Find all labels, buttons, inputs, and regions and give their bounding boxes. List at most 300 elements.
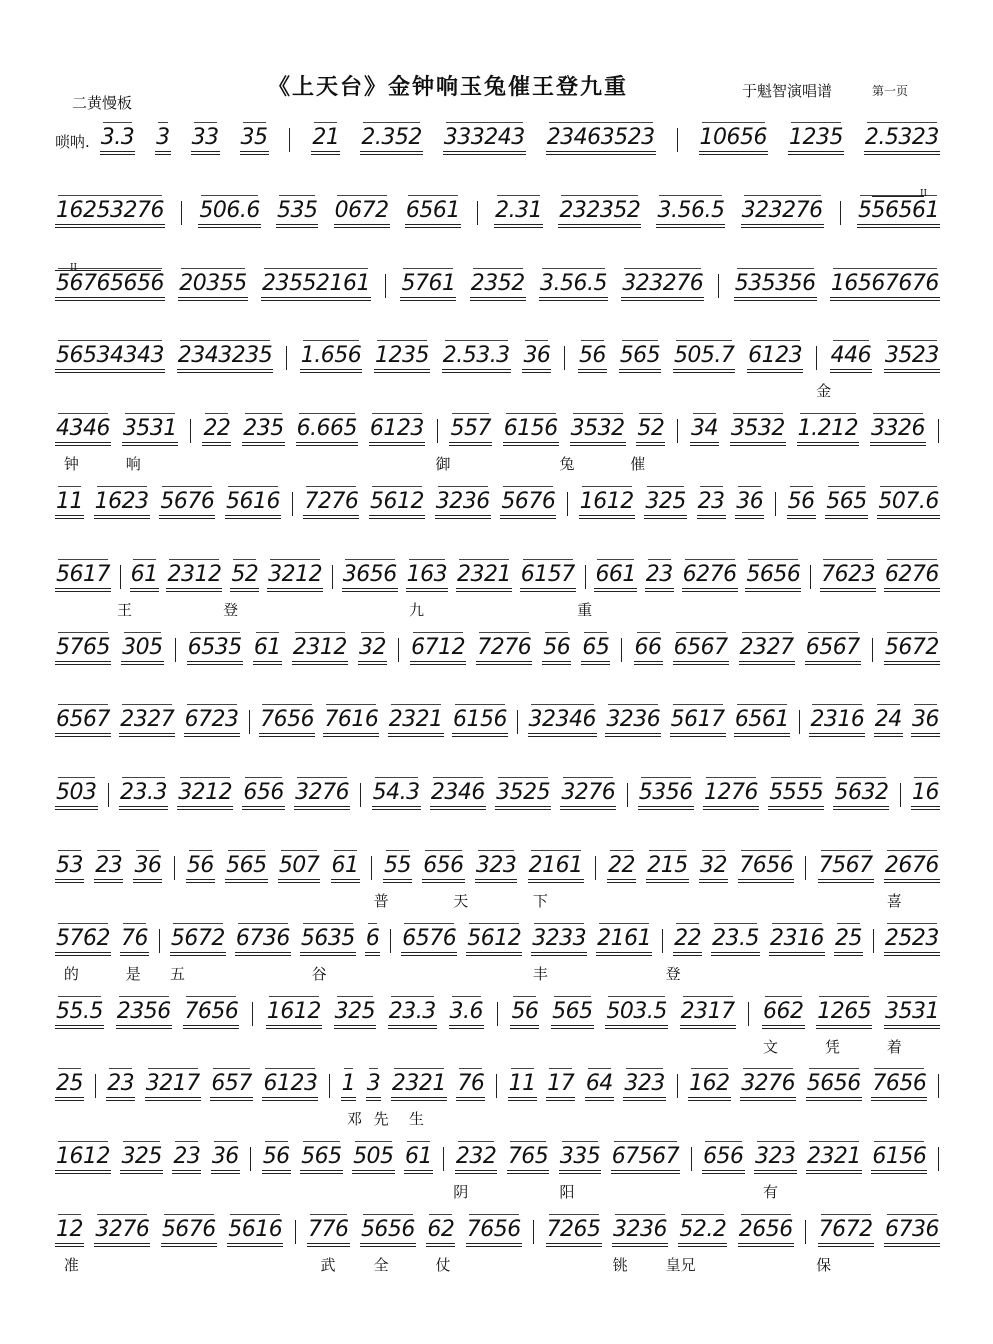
barline bbox=[175, 638, 176, 662]
note-group: 6156 bbox=[872, 1144, 927, 1170]
barline bbox=[799, 710, 800, 734]
score-line bbox=[55, 1214, 940, 1274]
note-group: 2523 bbox=[884, 925, 939, 951]
note-group: 505 bbox=[353, 1144, 394, 1170]
barline bbox=[564, 346, 565, 370]
note-group: 76 bbox=[120, 925, 148, 951]
note-group: 3276 bbox=[741, 1071, 796, 1097]
note-group: 0672 bbox=[334, 197, 389, 223]
note-group: 7656 bbox=[184, 998, 239, 1024]
note-group: 2316 bbox=[810, 707, 865, 733]
note-group: 2321 bbox=[391, 1071, 446, 1097]
note-group: 23463523 bbox=[546, 125, 655, 150]
note-group: 56 bbox=[186, 853, 214, 878]
page-number: 第一页 bbox=[872, 84, 909, 98]
intro-text: 唢呐. bbox=[55, 133, 90, 151]
note-group: 446 bbox=[830, 343, 872, 369]
note-group: 21 bbox=[312, 125, 340, 150]
barline bbox=[900, 783, 901, 807]
notes-line bbox=[55, 1068, 940, 1098]
lyric-char: 文 bbox=[763, 1037, 779, 1056]
note-group: 535 bbox=[276, 197, 318, 223]
barline bbox=[938, 1147, 939, 1171]
note-group: 1623 bbox=[94, 489, 149, 514]
note-group: 3276 bbox=[95, 1217, 150, 1242]
lyric-char: 有 bbox=[763, 1183, 779, 1202]
note-group: 23 bbox=[697, 489, 725, 514]
note-group: 16 bbox=[911, 780, 939, 806]
lyric-char: 的 bbox=[63, 964, 79, 983]
note-group: 7276 bbox=[477, 634, 532, 660]
barline bbox=[810, 565, 811, 589]
notes-line bbox=[55, 486, 940, 516]
note-group: 3233 bbox=[532, 925, 587, 951]
note-group: 3.56.5 bbox=[657, 197, 725, 223]
barline bbox=[437, 419, 438, 443]
note-group: 2.31 bbox=[495, 197, 543, 223]
note-group: 61 bbox=[130, 561, 158, 587]
barline bbox=[585, 565, 586, 589]
note-group: 5676 bbox=[501, 489, 556, 514]
note-group: 5765 bbox=[56, 634, 110, 660]
note-group: 3276 bbox=[295, 780, 350, 806]
note-group: 7276 bbox=[304, 489, 359, 514]
note-group: 5761 bbox=[401, 270, 456, 296]
note-group: 1 bbox=[341, 1071, 356, 1097]
lyrics-line bbox=[55, 526, 940, 546]
notes-line bbox=[55, 704, 940, 734]
lyric-char: 谷 bbox=[311, 964, 327, 983]
note-group: 5632 bbox=[834, 780, 889, 806]
lyric-char: 御 bbox=[435, 455, 451, 474]
lyric-char: 普 bbox=[373, 892, 389, 910]
barline bbox=[181, 201, 182, 225]
lyric-char: 是 bbox=[125, 964, 141, 983]
note-group: 3236 bbox=[612, 1217, 667, 1242]
note-group: 1235 bbox=[788, 125, 843, 150]
performer-credit: 于魁智演唱谱 bbox=[742, 82, 833, 100]
lyric-char: 生 bbox=[409, 1110, 425, 1129]
note-group: 6561 bbox=[734, 707, 789, 733]
lyric-char: 登 bbox=[223, 600, 239, 619]
note-group: 2346 bbox=[430, 780, 485, 806]
note-group: 325 bbox=[121, 1144, 162, 1170]
lyric-char: 重 bbox=[577, 600, 593, 619]
note-group: 36 bbox=[736, 489, 764, 514]
note-group: 56534343 bbox=[56, 343, 164, 369]
note-group: 2161 bbox=[528, 853, 583, 878]
score-line bbox=[55, 340, 940, 400]
note-group: 162 bbox=[689, 1071, 730, 1097]
note-group: 62 bbox=[427, 1217, 455, 1242]
note-group: 335 bbox=[559, 1144, 601, 1170]
note-group: 215 bbox=[647, 853, 688, 878]
note-group: 6736 bbox=[235, 925, 290, 951]
notes-line bbox=[55, 850, 940, 880]
lyrics-line bbox=[55, 1254, 940, 1274]
barline bbox=[292, 492, 293, 516]
barline bbox=[496, 1074, 497, 1098]
lyric-char: 金 bbox=[816, 382, 832, 401]
note-group: 535356 bbox=[734, 270, 816, 296]
lyric-char: 先 bbox=[373, 1110, 389, 1129]
score-line bbox=[55, 413, 940, 473]
note-group: 503.5 bbox=[606, 998, 667, 1024]
note-group: 3656 bbox=[342, 561, 397, 587]
barline bbox=[497, 1002, 498, 1026]
barline bbox=[677, 419, 678, 443]
note-group: 6561 bbox=[405, 197, 460, 223]
note-group: 52.2 bbox=[679, 1217, 727, 1242]
note-group: 6567 bbox=[805, 634, 860, 660]
lyrics-line bbox=[55, 817, 940, 837]
barline bbox=[533, 1220, 534, 1244]
lyrics-line bbox=[55, 453, 940, 473]
lyric-char: 皇兄 bbox=[665, 1256, 696, 1274]
note-group: 323276 bbox=[622, 270, 704, 296]
note-group: 25 bbox=[834, 925, 862, 951]
barline bbox=[174, 856, 175, 880]
note-group: 5656 bbox=[360, 1217, 415, 1242]
barline bbox=[108, 783, 109, 807]
score-line bbox=[55, 1141, 940, 1201]
barline bbox=[627, 783, 628, 807]
note-group: 3.56.5 bbox=[539, 270, 607, 296]
note-group: 235 bbox=[243, 416, 284, 442]
lyrics-line bbox=[55, 308, 940, 328]
note-group: 1265 bbox=[817, 998, 872, 1024]
score-line bbox=[55, 704, 940, 764]
note-group: 6276 bbox=[682, 561, 737, 587]
lyric-char: 钟 bbox=[63, 455, 79, 474]
note-group: 232352 bbox=[559, 197, 641, 223]
note-group: 232 bbox=[455, 1144, 497, 1170]
lyric-char: 武 bbox=[320, 1256, 336, 1274]
note-group: 56 bbox=[787, 489, 815, 514]
notes-line bbox=[55, 413, 940, 443]
note-group: 565 bbox=[301, 1144, 342, 1170]
note-group: 506.6 bbox=[199, 197, 260, 223]
lyric-char: 王 bbox=[116, 600, 132, 619]
note-group: 556561 bbox=[857, 197, 939, 223]
note-group: 6156 bbox=[452, 707, 507, 733]
note-group: 6123 bbox=[369, 416, 424, 442]
note-group: 565 bbox=[619, 343, 661, 369]
score-line bbox=[55, 486, 940, 546]
note-group: 36 bbox=[211, 1144, 239, 1170]
lyric-char: 准 bbox=[63, 1256, 79, 1274]
barline bbox=[190, 419, 191, 443]
barline bbox=[289, 128, 290, 152]
score-line bbox=[55, 268, 940, 328]
note-group: 67567 bbox=[611, 1144, 680, 1170]
note-group: 56 bbox=[262, 1144, 290, 1170]
note-group: 3 bbox=[156, 125, 170, 150]
note-group: 507 bbox=[278, 853, 320, 878]
note-group: 35 bbox=[240, 125, 268, 150]
barline bbox=[805, 856, 806, 880]
note-group: 7656 bbox=[739, 853, 794, 878]
barline bbox=[677, 1074, 678, 1098]
note-group: 323 bbox=[755, 1144, 796, 1170]
lyric-char: 丰 bbox=[532, 964, 548, 983]
lyric-char: 登 bbox=[665, 964, 681, 983]
note-group: 6567 bbox=[56, 707, 110, 733]
note-group: 3.3 bbox=[100, 125, 135, 150]
note-group: 1235 bbox=[374, 343, 429, 369]
note-group: 7265 bbox=[546, 1217, 601, 1242]
note-group: 16567676 bbox=[830, 270, 939, 296]
note-group: 3212 bbox=[178, 780, 233, 806]
note-group: 3532 bbox=[730, 416, 785, 442]
note-group: 163 bbox=[406, 561, 448, 587]
notes-line bbox=[55, 632, 940, 662]
notes-line bbox=[55, 268, 940, 298]
barline bbox=[398, 638, 399, 662]
note-group: 3276 bbox=[561, 780, 616, 806]
note-group: 23 bbox=[95, 853, 123, 878]
notes-line bbox=[55, 923, 940, 953]
note-group: 2.53.3 bbox=[442, 343, 510, 369]
note-group: 6535 bbox=[187, 634, 242, 660]
lyrics-line bbox=[55, 963, 940, 983]
tempo-marking: 二黄慢板 bbox=[72, 94, 133, 112]
note-group: 25 bbox=[56, 1071, 83, 1097]
lyric-char: 天 bbox=[453, 892, 469, 910]
lyric-char: 五 bbox=[170, 964, 186, 983]
note-group: 23.5 bbox=[712, 925, 760, 951]
note-group: 66 bbox=[634, 634, 662, 660]
note-group: 32 bbox=[700, 853, 727, 878]
note-group: 76 bbox=[457, 1071, 485, 1097]
note-group: 36 bbox=[523, 343, 551, 369]
score-line bbox=[55, 122, 940, 182]
note-group: 6 bbox=[365, 925, 380, 951]
note-group: 662 bbox=[763, 998, 804, 1024]
lyric-char: 兔 bbox=[559, 455, 575, 474]
note-group: 3532 bbox=[570, 416, 625, 442]
note-group: 565 bbox=[226, 853, 267, 878]
note-group: 2321 bbox=[388, 707, 443, 733]
note-group: 1.212 bbox=[797, 416, 859, 442]
note-group: 17 bbox=[547, 1071, 575, 1097]
note-group: 2352 bbox=[470, 270, 525, 296]
notes-line bbox=[55, 1141, 940, 1171]
note-group: 2656 bbox=[738, 1217, 793, 1242]
note-group: 6157 bbox=[520, 561, 575, 587]
note-group: 6736 bbox=[884, 1217, 939, 1242]
note-group: 325 bbox=[334, 998, 376, 1024]
barline bbox=[295, 1220, 296, 1244]
barline bbox=[159, 929, 160, 953]
note-group: 3.6 bbox=[449, 998, 483, 1024]
note-group: 6123 bbox=[748, 343, 803, 369]
note-group: 3525 bbox=[496, 780, 551, 806]
note-group: 36 bbox=[134, 853, 162, 878]
note-group: 2343235 bbox=[177, 343, 273, 369]
note-group: 7656 bbox=[260, 707, 315, 733]
lyric-char: 阳 bbox=[559, 1183, 575, 1202]
note-group: 5676 bbox=[160, 489, 215, 514]
note-group: 55 bbox=[383, 853, 411, 878]
note-group: 65 bbox=[582, 634, 610, 660]
lyrics-line bbox=[55, 235, 940, 255]
barline bbox=[677, 128, 678, 152]
note-group: 7656 bbox=[466, 1217, 521, 1242]
note-group: 2321 bbox=[806, 1144, 861, 1170]
lyric-char: 九 bbox=[409, 600, 425, 619]
note-group: 1612 bbox=[56, 1144, 110, 1170]
note-group: 325 bbox=[645, 489, 686, 514]
note-group: 56 bbox=[578, 343, 606, 369]
barline bbox=[805, 1220, 806, 1244]
note-group: 2316 bbox=[770, 925, 825, 951]
score-line bbox=[55, 923, 940, 983]
score-line bbox=[55, 1068, 940, 1128]
note-group: 5356 bbox=[638, 780, 693, 806]
note-group: 61 bbox=[405, 1144, 432, 1170]
note-group: 5617 bbox=[670, 707, 725, 733]
note-group: 3236 bbox=[606, 707, 661, 733]
barline bbox=[873, 929, 874, 953]
barline bbox=[332, 565, 333, 589]
note-group: 305 bbox=[122, 634, 163, 660]
note-group: 2676 bbox=[884, 853, 939, 878]
note-group: 32346 bbox=[528, 707, 597, 733]
note-group: 56 bbox=[511, 998, 539, 1024]
lyrics-line bbox=[55, 744, 940, 764]
volta-label: II bbox=[70, 263, 78, 273]
note-group: 56 bbox=[543, 634, 571, 660]
lyrics-line bbox=[55, 890, 940, 910]
score-line bbox=[55, 850, 940, 910]
note-group: 54.3 bbox=[372, 780, 420, 806]
barline bbox=[385, 274, 386, 298]
note-group: 2.5323 bbox=[864, 125, 939, 150]
barline bbox=[390, 929, 391, 953]
note-group: 6723 bbox=[184, 707, 239, 733]
note-group: 323276 bbox=[741, 197, 823, 223]
note-group: 5612 bbox=[370, 489, 425, 514]
note-group: 11 bbox=[56, 489, 83, 514]
note-group: 7616 bbox=[324, 707, 379, 733]
lyric-char: 全 bbox=[373, 1256, 389, 1274]
note-group: 5762 bbox=[56, 925, 110, 951]
barline bbox=[938, 1074, 939, 1098]
score-line bbox=[55, 996, 940, 1056]
notes-line bbox=[55, 559, 940, 589]
lyric-char: 催 bbox=[630, 455, 646, 474]
barline bbox=[443, 1147, 444, 1171]
note-group: 661 bbox=[595, 561, 636, 587]
note-group: 6123 bbox=[263, 1071, 318, 1097]
note-group: 656 bbox=[703, 1144, 744, 1170]
note-group: 53 bbox=[56, 853, 83, 878]
notes-line bbox=[55, 996, 940, 1026]
notes-line bbox=[55, 777, 940, 807]
barline bbox=[360, 783, 361, 807]
note-group: 507.6 bbox=[878, 489, 939, 514]
note-group: 56765656 bbox=[56, 270, 164, 296]
note-group: 776 bbox=[308, 1217, 349, 1242]
barline bbox=[718, 274, 719, 298]
volta-bracket bbox=[872, 196, 924, 204]
lyrics-line bbox=[55, 672, 940, 692]
barline bbox=[252, 1002, 253, 1026]
note-group: 20355 bbox=[179, 270, 247, 296]
note-group: 2327 bbox=[120, 707, 175, 733]
lyrics-line bbox=[55, 380, 940, 400]
note-group: 503 bbox=[56, 780, 97, 806]
note-group: 6276 bbox=[884, 561, 939, 587]
barline bbox=[595, 856, 596, 880]
volta-label: II bbox=[920, 189, 928, 199]
lyric-char: 着 bbox=[886, 1037, 902, 1056]
note-group: 7567 bbox=[818, 853, 873, 878]
note-group: 34 bbox=[691, 416, 719, 442]
barline bbox=[840, 201, 841, 225]
note-group: 3326 bbox=[870, 416, 925, 442]
note-group: 5616 bbox=[228, 1217, 283, 1242]
note-group: 61 bbox=[331, 853, 359, 878]
barline bbox=[938, 419, 939, 443]
note-group: 3 bbox=[366, 1071, 381, 1097]
lyric-char: 邓 bbox=[347, 1110, 363, 1129]
note-group: 5656 bbox=[746, 561, 801, 587]
note-group: 7672 bbox=[818, 1217, 873, 1242]
note-group: 657 bbox=[211, 1071, 252, 1097]
note-group: 24 bbox=[874, 707, 902, 733]
lyric-char: 仗 bbox=[435, 1256, 451, 1274]
score-line bbox=[55, 559, 940, 619]
note-group: 36 bbox=[912, 707, 939, 733]
note-group: 3531 bbox=[884, 998, 939, 1024]
note-group: 5676 bbox=[161, 1217, 216, 1242]
note-group: 557 bbox=[450, 416, 491, 442]
note-group: 1.656 bbox=[300, 343, 362, 369]
lyric-char: 铫 bbox=[612, 1256, 628, 1274]
note-group: 6567 bbox=[673, 634, 728, 660]
note-group: 12 bbox=[56, 1217, 83, 1242]
note-group: 32 bbox=[358, 634, 386, 660]
barline bbox=[816, 346, 817, 370]
note-group: 22 bbox=[203, 416, 231, 442]
notes-line bbox=[55, 195, 940, 225]
note-group: 23 bbox=[645, 561, 673, 587]
note-group: 5617 bbox=[56, 561, 110, 587]
note-group: 2317 bbox=[680, 998, 735, 1024]
note-group: 5616 bbox=[226, 489, 281, 514]
note-group: 7656 bbox=[872, 1071, 927, 1097]
lyric-char: 凭 bbox=[824, 1037, 840, 1056]
lyrics-line bbox=[55, 1108, 940, 1128]
note-group: 55.5 bbox=[56, 998, 103, 1024]
note-group: 333243 bbox=[443, 125, 525, 150]
note-group: 23 bbox=[107, 1071, 135, 1097]
note-group: 2312 bbox=[292, 634, 347, 660]
barline bbox=[371, 856, 372, 880]
note-group: 7623 bbox=[821, 561, 876, 587]
note-group: 5672 bbox=[170, 925, 225, 951]
note-group: 4346 bbox=[56, 416, 110, 442]
barline bbox=[775, 492, 776, 516]
note-group: 23 bbox=[173, 1144, 201, 1170]
barline bbox=[517, 710, 518, 734]
note-group: 6576 bbox=[402, 925, 457, 951]
note-group: 52 bbox=[231, 561, 259, 587]
note-group: 3523 bbox=[884, 343, 939, 369]
note-group: 2161 bbox=[597, 925, 652, 951]
